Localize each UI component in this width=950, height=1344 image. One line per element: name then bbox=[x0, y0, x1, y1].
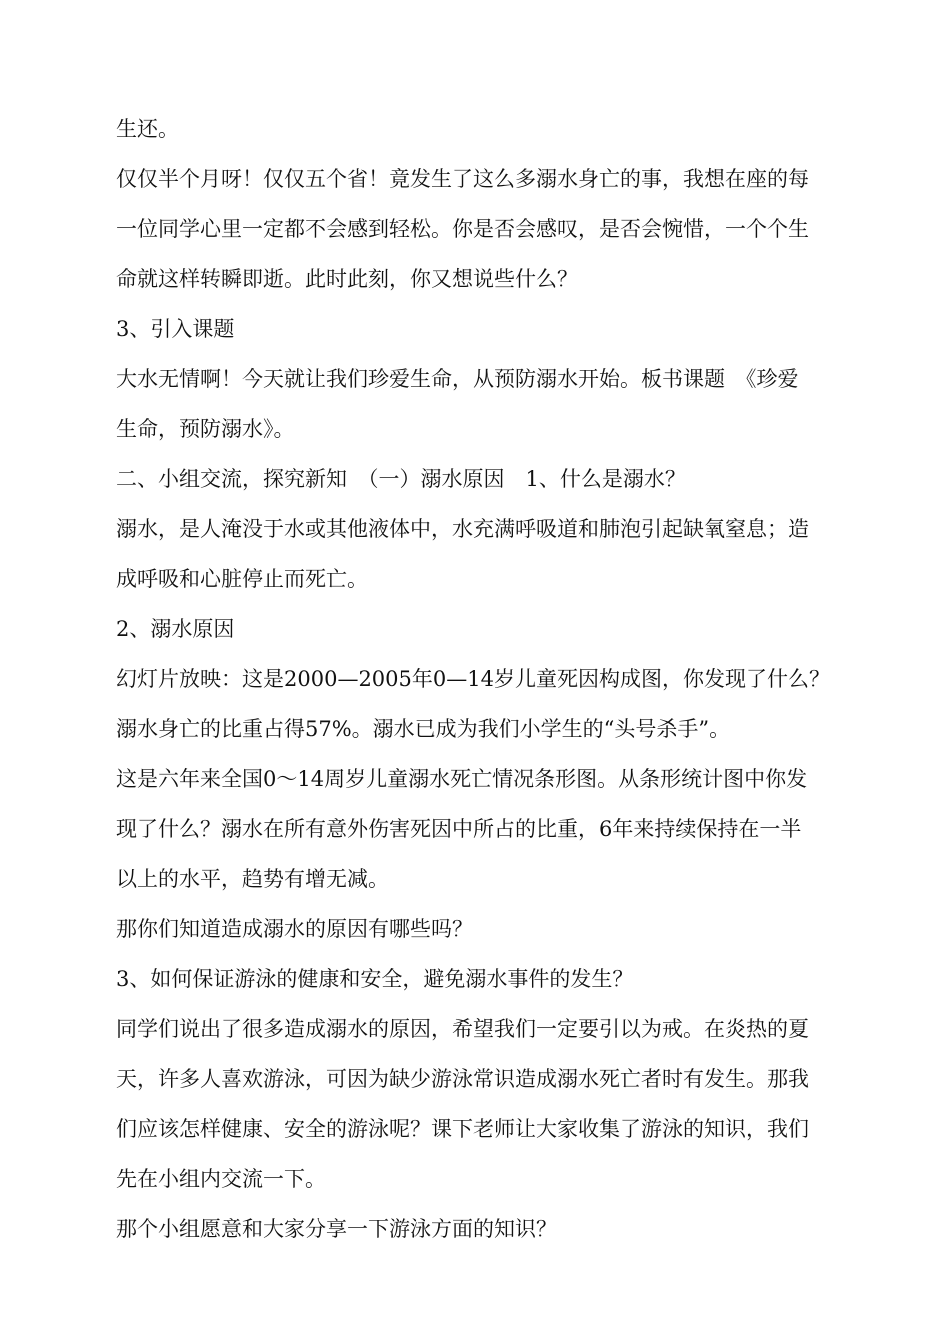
section-heading: 二、小组交流，探究新知 （一）溺水原因 1、什么是溺水？ bbox=[116, 467, 686, 491]
text-line: 那个小组愿意和大家分享一下游泳方面的知识？ bbox=[116, 1217, 557, 1241]
text-line: 命就这样转瞬即逝。此时此刻，你又想说些什么？ bbox=[116, 267, 578, 291]
text-line: 仅仅半个月呀！仅仅五个省！竟发生了这么多溺水身亡的事，我想在座的每 bbox=[116, 167, 809, 191]
text-line: 那你们知道造成溺水的原因有哪些吗？ bbox=[116, 917, 473, 941]
text-line: 以上的水平，趋势有增无减。 bbox=[116, 867, 389, 891]
section-heading: 3、引入课题 bbox=[116, 317, 235, 341]
text-line: 现了什么？溺水在所有意外伤害死因中所占的比重，6年来持续保持在一半 bbox=[116, 817, 802, 841]
text-line: 们应该怎样健康、安全的游泳呢？课下老师让大家收集了游泳的知识，我们 bbox=[116, 1117, 809, 1141]
text-line: 这是六年来全国0～14周岁儿童溺水死亡情况条形图。从条形统计图中你发 bbox=[116, 767, 808, 791]
text-line: 溺水身亡的比重占得57%。溺水已成为我们小学生的“头号杀手”。 bbox=[116, 717, 731, 741]
text-line: 生还。 bbox=[116, 117, 179, 141]
text-line: 溺水，是人淹没于水或其他液体中，水充满呼吸道和肺泡引起缺氧窒息；造 bbox=[116, 517, 809, 541]
document-body bbox=[116, 104, 856, 1254]
section-heading: 3、如何保证游泳的健康和安全，避免溺水事件的发生？ bbox=[116, 967, 634, 991]
text-line: 一位同学心里一定都不会感到轻松。你是否会感叹，是否会惋惜，一个个生 bbox=[116, 217, 809, 241]
text-line: 大水无情啊！今天就让我们珍爱生命，从预防溺水开始。板书课题 《珍爱 bbox=[116, 367, 799, 391]
section-heading: 2、溺水原因 bbox=[116, 617, 235, 641]
text-line: 天，许多人喜欢游泳，可因为缺少游泳常识造成溺水死亡者时有发生。那我 bbox=[116, 1067, 809, 1091]
text-line: 同学们说出了很多造成溺水的原因，希望我们一定要引以为戒。在炎热的夏 bbox=[116, 1017, 809, 1041]
text-line: 生命，预防溺水》。 bbox=[116, 417, 295, 441]
text-line: 先在小组内交流一下。 bbox=[116, 1167, 326, 1191]
text-line: 幻灯片放映：这是2000—2005年0—14岁儿童死因构成图，你发现了什么？ bbox=[116, 667, 830, 691]
text-line: 成呼吸和心脏停止而死亡。 bbox=[116, 567, 368, 591]
